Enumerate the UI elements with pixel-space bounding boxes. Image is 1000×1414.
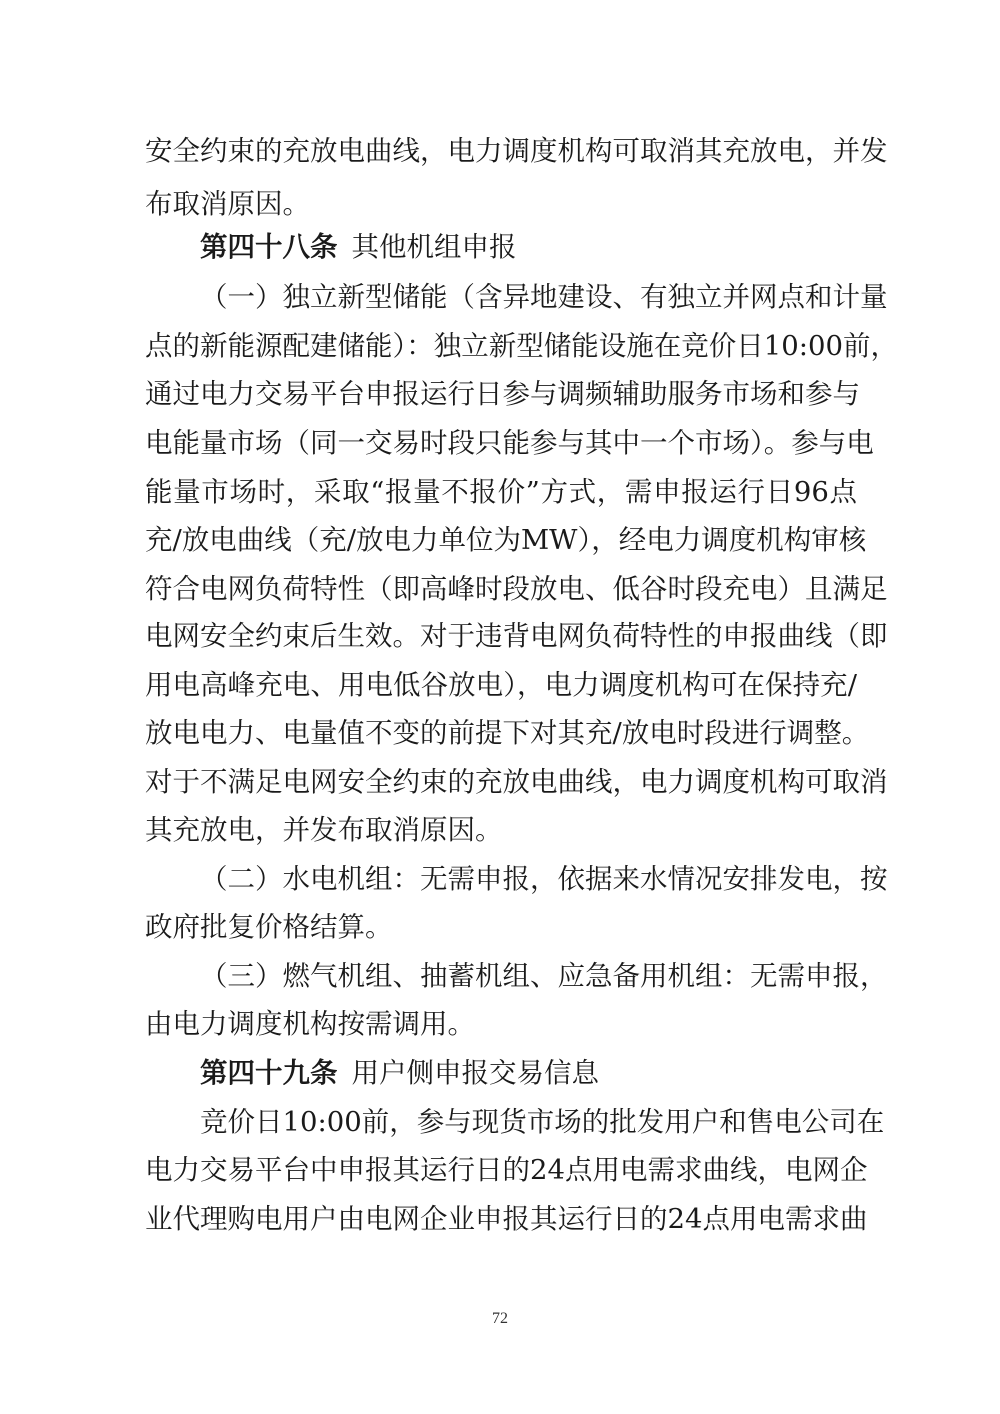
text-line: 由电力调度机构按需调用。 <box>145 1008 475 1040</box>
article-49-line <box>0 1045 1000 1101</box>
text-line: 其充放电，并发布取消原因。 <box>145 814 503 846</box>
text-line: 电力交易平台中申报其运行日的24点用电需求曲线，电网企 <box>145 1154 868 1186</box>
text-line: 用电高峰充电、用电低谷放电），电力调度机构可在保持充/ <box>145 669 857 701</box>
article-49-heading: 第四十九条 <box>200 1057 338 1089</box>
text-line: 布取消原因。 <box>145 188 310 220</box>
text-line: 符合电网负荷特性（即高峰时段放电、低谷时段充电）且满足 <box>145 573 888 605</box>
text-line: 对于不满足电网安全约束的充放电曲线，电力调度机构可取消 <box>145 766 888 798</box>
text-line: 电能量市场（同一交易时段只能参与其中一个市场）。参与电 <box>145 427 874 459</box>
text-line: 竞价日10:00前，参与现货市场的批发用户和售电公司在 <box>200 1106 885 1138</box>
article-48-heading: 第四十八条 <box>200 231 338 263</box>
text-line: 放电电力、电量值不变的前提下对其充/放电时段进行调整。 <box>145 717 870 749</box>
text-line: 点的新能源配建储能）：独立新型储能设施在竞价日10:00前， <box>145 330 898 362</box>
text-line: （二）水电机组：无需申报，依据来水情况安排发电，按 <box>200 863 888 895</box>
text-line: 通过电力交易平台申报运行日参与调频辅助服务市场和参与 <box>145 378 860 410</box>
text-line: （三）燃气机组、抽蓄机组、应急备用机组：无需申报， <box>200 960 888 992</box>
text-line: 政府批复价格结算。 <box>145 911 393 943</box>
article-49-title: 用户侧申报交易信息 <box>351 1057 599 1089</box>
article-48-line <box>0 219 1000 275</box>
page-number: 72 <box>492 1310 508 1327</box>
text-line: 充/放电曲线（充/放电力单位为MW），经电力调度机构审核 <box>145 524 867 556</box>
article-48-title: 其他机组申报 <box>351 231 517 263</box>
text-line: 电网安全约束后生效。对于违背电网负荷特性的申报曲线（即 <box>145 620 888 652</box>
text-line: 能量市场时，采取“报量不报价”方式，需申报运行日96点 <box>145 476 857 508</box>
text-line: （一）独立新型储能（含异地建设、有独立并网点和计量 <box>200 281 888 313</box>
text-line: 业代理购电用户由电网企业申报其运行日的24点用电需求曲 <box>145 1203 868 1235</box>
text-line: 安全约束的充放电曲线，电力调度机构可取消其充放电，并发 <box>145 135 888 167</box>
